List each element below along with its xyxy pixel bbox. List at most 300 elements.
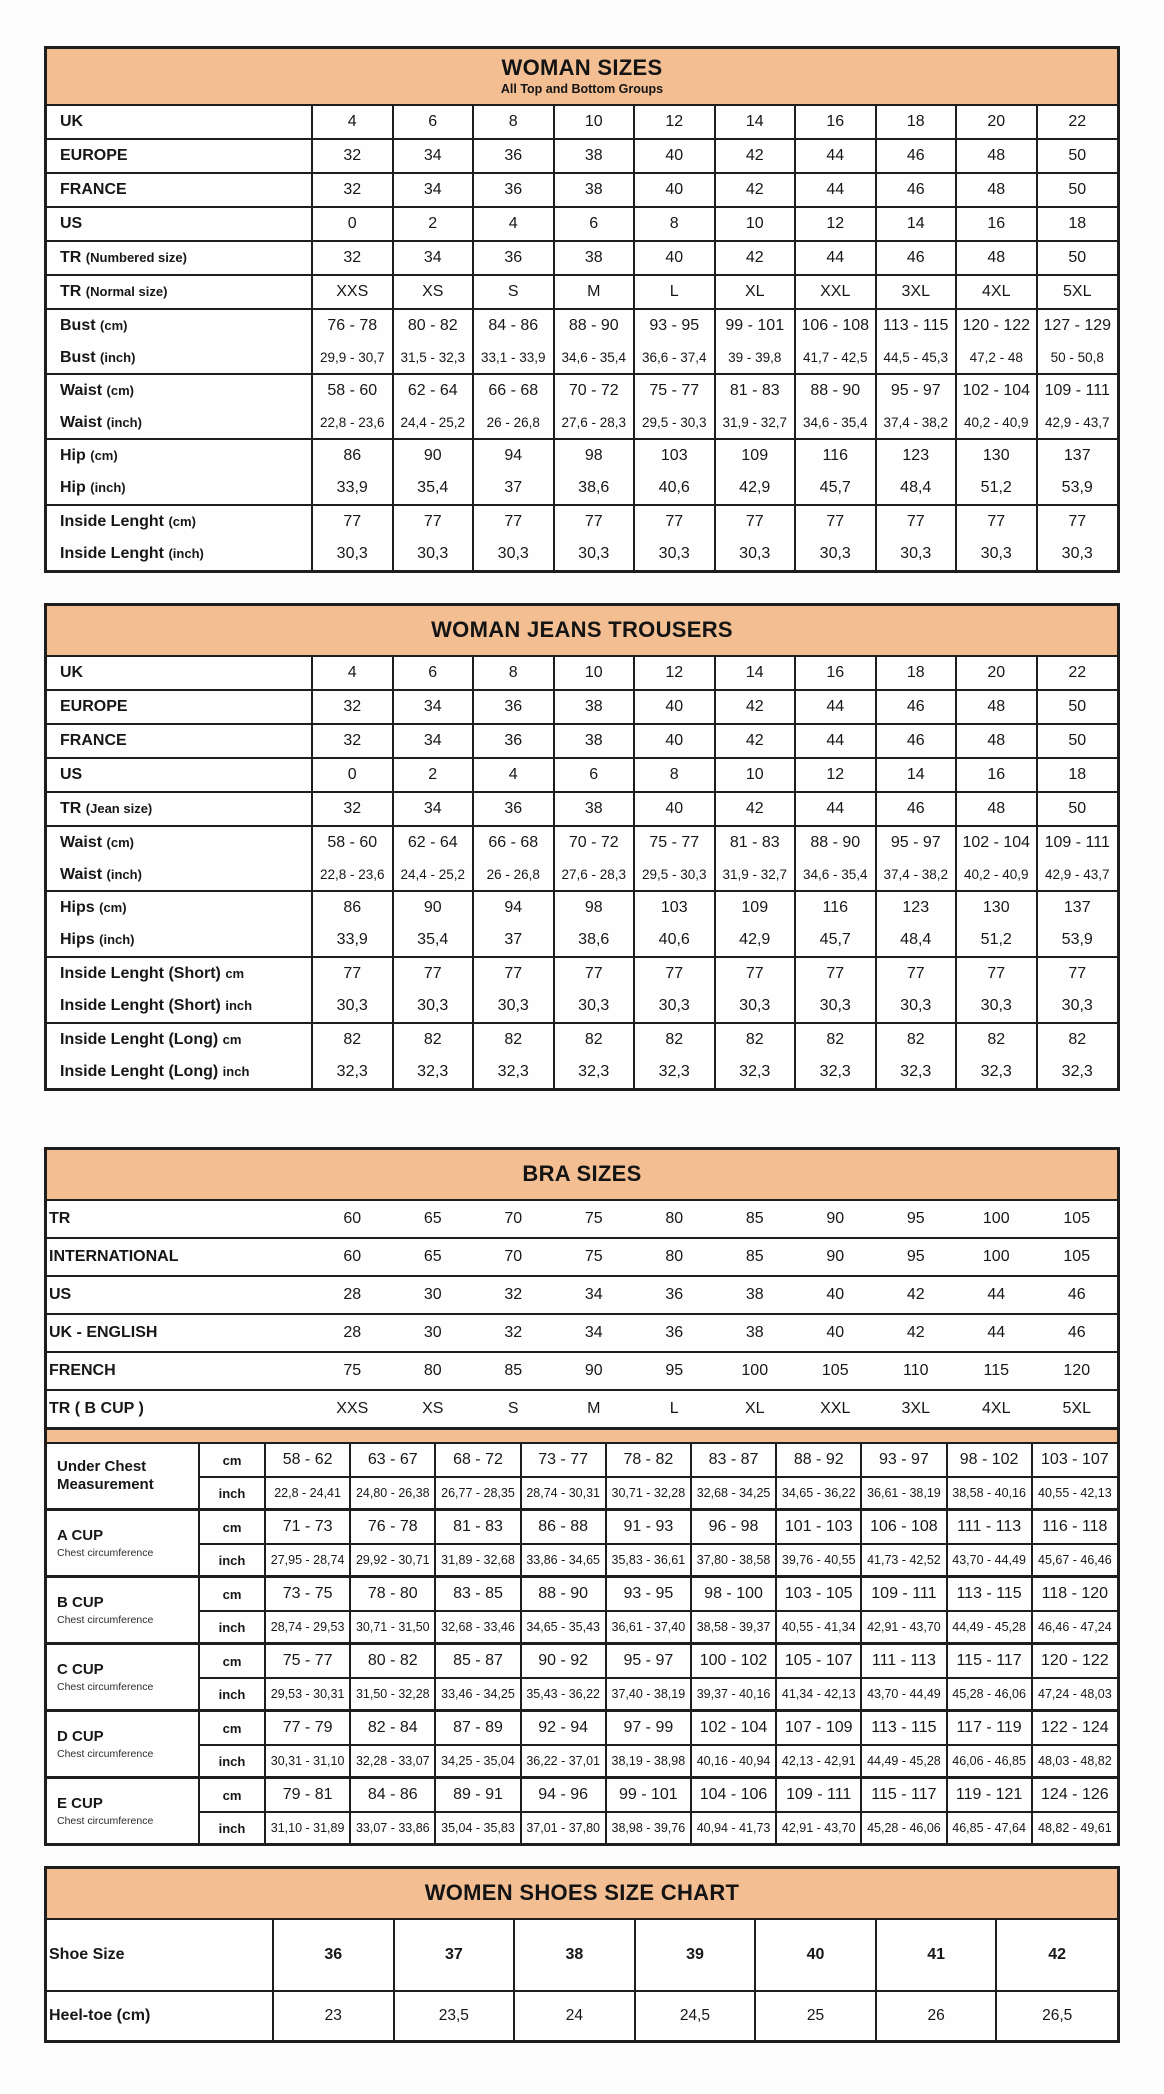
cup-sublabel: Chest circumference (57, 1747, 154, 1760)
cup-label (47, 1577, 199, 1644)
size-cell: 48 (956, 792, 1037, 826)
shoe-cell: 23,5 (394, 1991, 515, 2040)
bra-cm-cell: 88 - 92 (776, 1444, 861, 1477)
size-cell: 40 (634, 241, 715, 275)
table-row (47, 342, 1117, 374)
bra-cm-cell: 73 - 75 (265, 1577, 350, 1612)
shoe-cell: 25 (755, 1991, 876, 2040)
size-cell: 38,6 (554, 472, 635, 505)
bra-cm-cell: 115 - 117 (947, 1644, 1032, 1679)
unit-inch-label: inch (199, 1611, 265, 1644)
row-label (47, 106, 312, 139)
bra-inch-cell: 32,28 - 33,07 (350, 1745, 435, 1778)
table-row (47, 957, 1117, 990)
size-cell: 123 (876, 439, 957, 472)
bra-size-cell: 70 (473, 1238, 554, 1276)
size-cell: 109 - 111 (1037, 374, 1118, 407)
size-cell: 109 - 111 (1037, 826, 1118, 859)
row-label (47, 241, 312, 275)
size-cell: 94 (473, 439, 554, 472)
bra-size-cell: 95 (876, 1238, 957, 1276)
bra-inch-cell: 30,31 - 31,10 (265, 1745, 350, 1778)
bra-cm-cell: 63 - 67 (350, 1444, 435, 1477)
row-label-suffix: cm (225, 966, 245, 981)
bra-size-cell: 75 (584, 1210, 603, 1227)
bra-inch-cell: 39,37 - 40,16 (691, 1678, 776, 1711)
bra-size-cell: 105 (1063, 1210, 1091, 1227)
size-cell: 4 (473, 758, 554, 792)
bra-size-cell: M (554, 1390, 635, 1427)
bra-inch-cell: 36,22 - 37,01 (521, 1745, 606, 1778)
size-cell: 31,9 - 32,7 (715, 859, 796, 891)
bra-size-cell: 85 (473, 1352, 554, 1390)
size-cell: 82 (876, 1023, 957, 1056)
shoes-table (44, 1866, 1120, 2043)
size-cell: 32,3 (1037, 1056, 1118, 1088)
row-label-suffix: (cm) (168, 514, 196, 529)
size-cell: 77 (554, 957, 635, 990)
bra-inch-cell: 28,74 - 30,31 (521, 1477, 606, 1510)
size-cell: 36 (473, 792, 554, 826)
size-cell: 34,6 - 35,4 (795, 407, 876, 439)
bra-cm-cell: 99 - 101 (606, 1778, 691, 1813)
size-cell: 66 - 68 (473, 374, 554, 407)
size-cell: 30,3 (795, 990, 876, 1023)
row-label (47, 957, 312, 990)
bra-inch-cell: 37,80 - 38,58 (691, 1544, 776, 1577)
size-cell: 32,3 (876, 1056, 957, 1088)
bra-size-cell: 3XL (876, 1390, 957, 1427)
bra-inch-cell: 34,25 - 35,04 (435, 1745, 520, 1778)
size-cell: 27,6 - 28,3 (554, 407, 635, 439)
bra-inch-cell: 36,61 - 37,40 (606, 1611, 691, 1644)
bra-cm-cell: 98 - 102 (947, 1444, 1032, 1477)
size-cell: 39 - 39,8 (715, 342, 796, 374)
bra-inch-cell: 44,49 - 45,28 (861, 1745, 946, 1778)
size-cell: 46 (876, 724, 957, 758)
size-cell: 77 (795, 957, 876, 990)
bra-inch-cell: 38,58 - 39,37 (691, 1611, 776, 1644)
size-cell: 6 (393, 657, 474, 690)
size-cell: 14 (876, 207, 957, 241)
size-cell: 82 (393, 1023, 474, 1056)
table-row (47, 1201, 1117, 1238)
table-row (47, 1745, 1117, 1778)
row-label-text: FRENCH (49, 1362, 116, 1379)
table-row (47, 1711, 1117, 1746)
row-label (47, 1276, 312, 1314)
size-cell: 103 (634, 891, 715, 924)
row-label-suffix: inch (225, 998, 253, 1013)
size-cell: 48 (956, 139, 1037, 173)
size-cell: 30,3 (795, 538, 876, 570)
bra-cm-cell: 93 - 97 (861, 1444, 946, 1477)
size-cell: 30,3 (715, 538, 796, 570)
row-label (47, 990, 312, 1023)
bra-inch-cell: 35,04 - 35,83 (435, 1812, 520, 1843)
row-label (47, 1238, 312, 1276)
table-row (47, 241, 1117, 275)
size-cell: 81 - 83 (715, 374, 796, 407)
cup-label (47, 1711, 199, 1778)
size-cell: 77 (634, 505, 715, 538)
size-cell: 42 (715, 139, 796, 173)
row-label (47, 472, 312, 505)
row-label-text: TR (60, 800, 82, 817)
size-cell: 30,3 (393, 990, 474, 1023)
bra-size-cell: 95 (634, 1352, 715, 1390)
size-cell: 36 (473, 690, 554, 724)
size-cell: 12 (795, 207, 876, 241)
size-cell: 88 - 90 (795, 826, 876, 859)
bra-cm-cell: 83 - 87 (691, 1444, 776, 1477)
table-row (47, 1023, 1117, 1056)
size-cell: 16 (956, 758, 1037, 792)
bra-inch-cell: 43,70 - 44,49 (947, 1544, 1032, 1577)
size-cell: 93 - 95 (634, 309, 715, 342)
size-cell: 12 (795, 758, 876, 792)
row-label-text: Inside Lenght (Long) (60, 1063, 219, 1080)
bra-size-cell: XS (393, 1390, 474, 1427)
size-cell: 36 (473, 139, 554, 173)
bra-size-cell: 44 (956, 1314, 1037, 1352)
row-label-text: TR ( B CUP ) (49, 1400, 144, 1417)
bra-size-cell: 100 (715, 1352, 796, 1390)
row-label (47, 407, 312, 439)
bra-inch-cell: 38,98 - 39,76 (606, 1812, 691, 1843)
bra-inch-cell: 28,74 - 29,53 (265, 1611, 350, 1644)
bra-inch-cell: 32,68 - 34,25 (691, 1477, 776, 1510)
size-cell: 41,7 - 42,5 (795, 342, 876, 374)
bra-inch-cell: 24,80 - 26,38 (350, 1477, 435, 1510)
table-row (47, 990, 1117, 1023)
woman-sizes-table (44, 46, 1120, 573)
bra-size-cell: 95 (906, 1210, 925, 1227)
bra-inch-cell: 48,03 - 48,82 (1032, 1745, 1117, 1778)
bra-size-cell: 115 (956, 1352, 1037, 1390)
size-cell: 14 (876, 758, 957, 792)
shoe-cell: 39 (635, 1920, 756, 1991)
size-cell: 32,3 (473, 1056, 554, 1088)
row-label (47, 1920, 273, 1991)
cup-label-text: E CUP (57, 1795, 103, 1813)
size-cell: 40 (634, 139, 715, 173)
shoes-header (47, 1869, 1117, 1920)
table-row (47, 374, 1117, 407)
table-row (47, 275, 1117, 309)
bra-inch-cell: 36,61 - 38,19 (861, 1477, 946, 1510)
table-row (47, 505, 1117, 538)
bra-size-cell: 40 (795, 1314, 876, 1352)
row-label-suffix: (Numbered size) (85, 250, 187, 265)
bra-cm-cell: 98 - 100 (691, 1577, 776, 1612)
size-cell: 42,9 - 43,7 (1037, 407, 1118, 439)
table-row (47, 309, 1117, 342)
row-label (47, 1056, 312, 1088)
size-cell: 4 (473, 207, 554, 241)
bra-inch-cell: 29,53 - 30,31 (265, 1678, 350, 1711)
size-cell: 82 (956, 1023, 1037, 1056)
size-cell: 77 (876, 505, 957, 538)
size-cell: 37,4 - 38,2 (876, 407, 957, 439)
bra-size-cell: 30 (393, 1276, 474, 1314)
size-cell: 50 (1037, 241, 1118, 275)
bra-cm-cell: 86 - 88 (521, 1510, 606, 1545)
bra-cm-cell: 87 - 89 (435, 1711, 520, 1746)
row-label-text: Waist (60, 865, 103, 883)
bra-cm-cell: 109 - 111 (861, 1577, 946, 1612)
size-cell: 10 (554, 106, 635, 139)
bra-size-cell: 90 (795, 1238, 876, 1276)
size-cell: 33,9 (312, 924, 393, 957)
cup-label (47, 1444, 199, 1510)
row-label-suffix: (inch) (99, 932, 135, 947)
size-cell: 127 - 129 (1037, 309, 1118, 342)
size-cell: 42 (715, 241, 796, 275)
size-cell: M (554, 275, 635, 309)
shoe-cell: 26,5 (996, 1991, 1117, 2040)
bra-cm-cell: 75 - 77 (265, 1644, 350, 1679)
size-cell: 77 (312, 505, 393, 538)
bra-cup-measurement-grid (47, 1444, 1117, 1843)
row-label (47, 690, 312, 724)
table-row (47, 1444, 1117, 1477)
size-cell: 0 (312, 758, 393, 792)
size-cell: 8 (634, 207, 715, 241)
bra-inch-cell: 32,68 - 33,46 (435, 1611, 520, 1644)
size-cell: 48 (956, 241, 1037, 275)
shoe-cell: 37 (394, 1920, 515, 1991)
cup-label-text: Under Chest Measurement (57, 1458, 154, 1493)
size-cell: 14 (715, 657, 796, 690)
bra-size-cell: XXS (312, 1390, 393, 1427)
bra-cm-cell: 120 - 122 (1032, 1644, 1117, 1679)
size-cell: 29,5 - 30,3 (634, 859, 715, 891)
size-cell: 46 (876, 792, 957, 826)
bra-size-cell: 105 (795, 1352, 876, 1390)
row-label-text: EUROPE (60, 698, 128, 715)
cup-label-text: D CUP (57, 1728, 104, 1746)
unit-inch-label: inch (199, 1544, 265, 1577)
bra-size-cell: 36 (634, 1314, 715, 1352)
bra-cm-cell: 95 - 97 (606, 1644, 691, 1679)
bra-cm-cell: 83 - 85 (435, 1577, 520, 1612)
table-row (47, 859, 1117, 891)
bra-sizes-conversion-grid (47, 1201, 1117, 1427)
bra-inch-cell: 45,28 - 46,06 (861, 1812, 946, 1843)
row-label (47, 792, 312, 826)
bra-size-cell: 60 (312, 1238, 393, 1276)
size-cell: 137 (1037, 891, 1118, 924)
bra-inch-cell: 46,85 - 47,64 (947, 1812, 1032, 1843)
bra-cm-cell: 109 - 111 (776, 1778, 861, 1813)
size-cell: 38 (554, 241, 635, 275)
size-cell: 37,4 - 38,2 (876, 859, 957, 891)
size-chart-document (44, 46, 1120, 2043)
size-cell: 46 (876, 690, 957, 724)
woman-jeans-title: WOMAN JEANS TROUSERS (431, 617, 733, 642)
bra-cm-cell: 113 - 115 (861, 1711, 946, 1746)
row-label-text: TR (60, 283, 82, 300)
size-cell: 30,3 (312, 990, 393, 1023)
size-cell: XS (393, 275, 474, 309)
bra-inch-cell: 47,24 - 48,03 (1032, 1678, 1117, 1711)
shoe-cell: 40 (755, 1920, 876, 1991)
size-cell: 81 - 83 (715, 826, 796, 859)
bra-inch-cell: 22,8 - 24,41 (265, 1477, 350, 1510)
size-cell: 20 (956, 106, 1037, 139)
row-label (47, 1023, 312, 1056)
bra-size-cell: 28 (312, 1276, 393, 1314)
row-label-text: EUROPE (60, 147, 128, 164)
size-cell: 82 (554, 1023, 635, 1056)
bra-cm-cell: 103 - 105 (776, 1577, 861, 1612)
size-cell: 18 (1037, 207, 1118, 241)
size-cell: 77 (634, 957, 715, 990)
size-cell: 33,1 - 33,9 (473, 342, 554, 374)
bra-size-cell: 85 (715, 1238, 796, 1276)
size-cell: 44 (795, 690, 876, 724)
bra-size-cell: 90 (554, 1352, 635, 1390)
table-row (47, 1544, 1117, 1577)
bra-size-cell: 65 (393, 1238, 474, 1276)
bra-inch-cell: 41,73 - 42,52 (861, 1544, 946, 1577)
size-cell: 46 (876, 241, 957, 275)
size-cell: 32,3 (956, 1056, 1037, 1088)
size-cell: 82 (1037, 1023, 1118, 1056)
bra-cm-cell: 115 - 117 (861, 1778, 946, 1813)
bra-sizes-separator (47, 1427, 1117, 1444)
size-cell: 66 - 68 (473, 826, 554, 859)
size-cell: 34 (393, 792, 474, 826)
row-label (47, 439, 312, 472)
size-cell: 88 - 90 (795, 374, 876, 407)
size-cell: 51,2 (956, 472, 1037, 505)
bra-inch-cell: 33,86 - 34,65 (521, 1544, 606, 1577)
row-label-suffix: (inch) (90, 480, 126, 495)
bra-cm-cell: 117 - 119 (947, 1711, 1032, 1746)
size-cell: S (473, 275, 554, 309)
size-cell: 3XL (876, 275, 957, 309)
table-row (47, 792, 1117, 826)
size-cell: 8 (473, 657, 554, 690)
bra-size-cell: 44 (956, 1276, 1037, 1314)
row-label (47, 538, 312, 570)
bra-cm-cell: 78 - 80 (350, 1577, 435, 1612)
row-label-text: FRANCE (60, 181, 127, 198)
size-cell: 40 (634, 173, 715, 207)
bra-cm-cell: 104 - 106 (691, 1778, 776, 1813)
size-cell: 50 (1037, 792, 1118, 826)
size-cell: 77 (956, 505, 1037, 538)
unit-inch-label: inch (199, 1745, 265, 1778)
size-cell: 77 (876, 957, 957, 990)
row-label-suffix: (cm) (90, 448, 118, 463)
bra-cm-cell: 94 - 96 (521, 1778, 606, 1813)
size-cell: 32 (312, 241, 393, 275)
size-cell: 37 (473, 472, 554, 505)
bra-cm-cell: 102 - 104 (691, 1711, 776, 1746)
cup-label-text: B CUP (57, 1594, 104, 1612)
shoe-cell: 26 (876, 1991, 997, 2040)
row-label-suffix: inch (222, 1064, 250, 1079)
bra-cm-cell: 73 - 77 (521, 1444, 606, 1477)
woman-sizes-header (47, 49, 1117, 106)
size-cell: 22,8 - 23,6 (312, 859, 393, 891)
size-cell: L (634, 275, 715, 309)
size-cell: 10 (715, 207, 796, 241)
size-cell: 77 (795, 505, 876, 538)
table-row (47, 657, 1117, 690)
size-cell: 30,3 (876, 990, 957, 1023)
unit-cm-label: cm (199, 1711, 265, 1746)
bra-cm-cell: 84 - 86 (350, 1778, 435, 1813)
woman-jeans-grid (47, 657, 1117, 1088)
table-row (47, 472, 1117, 505)
bra-cm-cell: 76 - 78 (350, 1510, 435, 1545)
bra-cm-cell: 85 - 87 (435, 1644, 520, 1679)
row-label-text: Shoe Size (49, 1946, 125, 1963)
row-label-text: Hips (60, 931, 95, 948)
table-row (47, 1778, 1117, 1813)
unit-cm-label: cm (199, 1510, 265, 1545)
size-cell: 38 (554, 690, 635, 724)
size-cell: 70 - 72 (554, 374, 635, 407)
size-cell: 40,2 - 40,9 (956, 859, 1037, 891)
size-cell: 88 - 90 (554, 309, 635, 342)
bra-cm-cell: 105 - 107 (776, 1644, 861, 1679)
size-cell: 18 (876, 657, 957, 690)
bra-size-cell: 28 (312, 1314, 393, 1352)
row-label-text: Bust (60, 348, 96, 366)
bra-cm-cell: 124 - 126 (1032, 1778, 1117, 1813)
size-cell: 40,6 (634, 924, 715, 957)
bra-size-cell: 34 (554, 1276, 635, 1314)
size-cell: 32 (312, 173, 393, 207)
cup-sublabel: Chest circumference (57, 1613, 154, 1626)
row-label-text: Heel-toe (cm) (49, 2007, 151, 2024)
bra-size-cell: 46 (1037, 1276, 1118, 1314)
bra-cm-cell: 96 - 98 (691, 1510, 776, 1545)
row-label-text: Inside Lenght (Short) (60, 965, 221, 982)
bra-inch-cell: 45,28 - 46,06 (947, 1678, 1032, 1711)
row-label-text: TR (60, 249, 82, 266)
size-cell: 51,2 (956, 924, 1037, 957)
size-cell: 42,9 (715, 472, 796, 505)
size-cell: 30,3 (876, 538, 957, 570)
table-row (47, 1352, 1117, 1390)
size-cell: 90 (393, 891, 474, 924)
row-label (47, 1991, 273, 2040)
size-cell: 70 - 72 (554, 826, 635, 859)
size-cell: 58 - 60 (312, 374, 393, 407)
size-cell: 42,9 (715, 924, 796, 957)
table-row (47, 758, 1117, 792)
shoe-cell: 23 (273, 1991, 394, 2040)
row-label-text: Inside Lenght (Long) (60, 1031, 219, 1048)
row-label-text: UK (60, 113, 84, 130)
row-label-text: Hips (60, 899, 95, 916)
size-cell: 4 (312, 657, 393, 690)
size-cell: 46 (876, 173, 957, 207)
shoe-cell: 42 (996, 1920, 1117, 1991)
size-cell: 42 (715, 792, 796, 826)
bra-size-cell: 65 (423, 1210, 442, 1227)
size-cell: 75 - 77 (634, 826, 715, 859)
size-cell: 36 (473, 173, 554, 207)
size-cell: 30,3 (554, 990, 635, 1023)
size-cell: 30,3 (634, 990, 715, 1023)
